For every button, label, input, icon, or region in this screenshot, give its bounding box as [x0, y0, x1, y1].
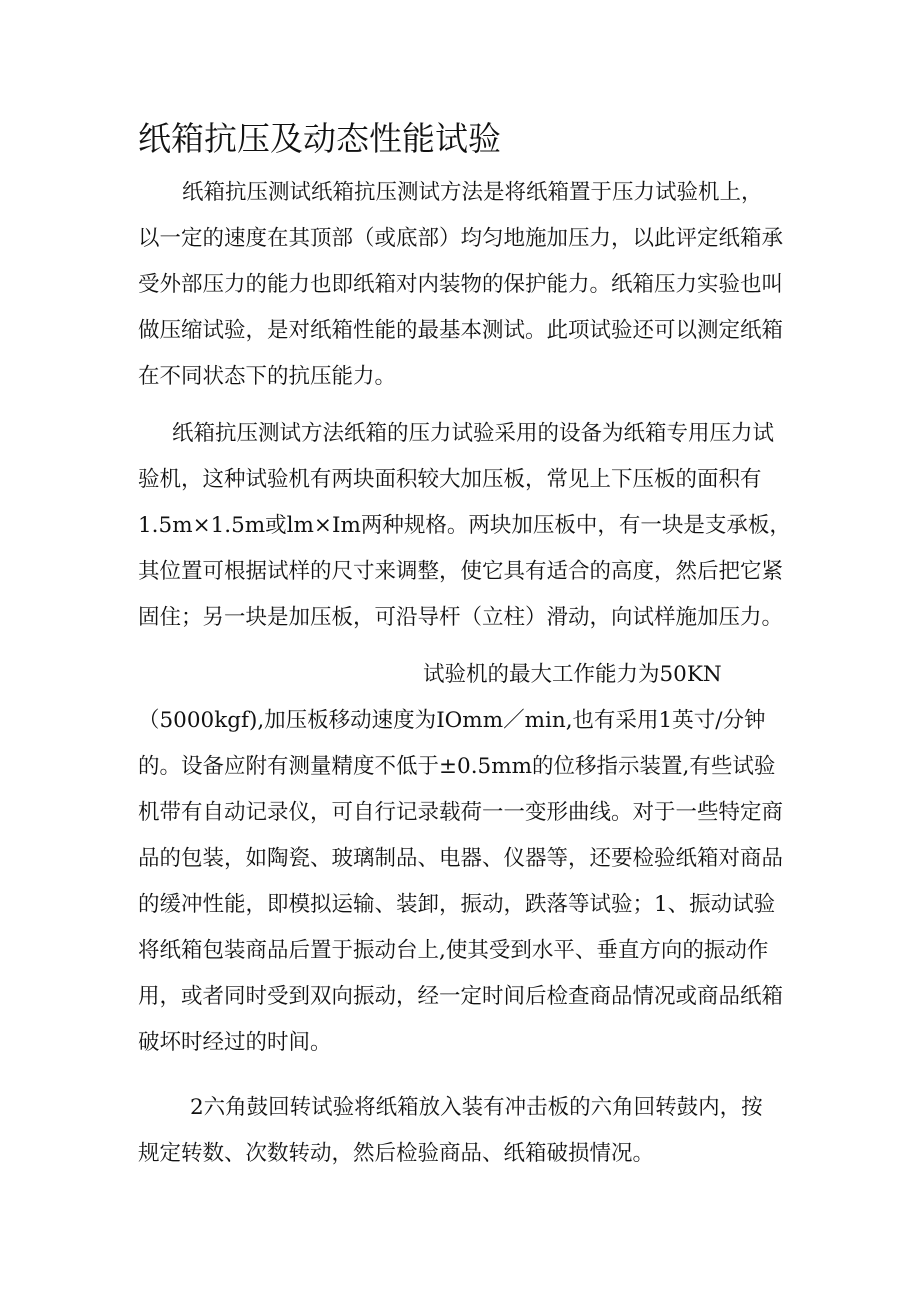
paragraph-line: 做压缩试验，是对纸箱性能的最基本测试。此项试验还可以测定纸箱: [138, 318, 784, 343]
paragraph-line: 试验机的最大工作能力为50KN: [423, 662, 722, 687]
paragraph-line: 在不同状态下的抗压能力。: [138, 364, 397, 389]
paragraph-line: 纸箱抗压测试方法纸箱的压力试验采用的设备为纸箱专用压力试: [172, 421, 775, 446]
document-title: 纸箱抗压及动态性能试验: [138, 119, 501, 158]
paragraph-line: 破坏时经过的时间。: [138, 1030, 332, 1055]
paragraph-line: 以一定的速度在其顶部（或底部）均匀地施加压力，以此评定纸箱承: [138, 226, 784, 251]
paragraph-line: 固住；另一块是加压板，可沿导杆（立柱）滑动，向试样施加压力。: [138, 605, 784, 630]
paragraph-line: 受外部压力的能力也即纸箱对内装物的保护能力。纸箱压力实验也叫: [138, 272, 784, 297]
paragraph-line: 1.5m×1.5m或lm×Im两种规格。两块加压板中，有一块是支承板，: [138, 513, 791, 538]
paragraph-carton-compression-intro: [138, 170, 798, 400]
paragraph-line: 机带有自动记录仪，可自行记录载荷一一变形曲线。对于一些特定商: [138, 800, 784, 825]
paragraph-line: 2六角鼓回转试验将纸箱放入装有冲击板的六角回转鼓内，按: [190, 1095, 763, 1120]
paragraph-line: 验机，这种试验机有两块面积较大加压板，常见上下压板的面积有: [138, 467, 762, 492]
paragraph-line: 用，或者同时受到双向振动，经一定时间后检查商品情况或商品纸箱: [138, 984, 784, 1009]
paragraph-hexagonal-drum-test: [138, 1085, 798, 1177]
paragraph-line: 其位置可根据试样的尺寸来调整，使它具有适合的高度，然后把它紧: [138, 559, 784, 584]
paragraph-test-equipment: [138, 411, 798, 641]
paragraph-line: 纸箱抗压测试纸箱抗压测试方法是将纸箱置于压力试验机上，: [182, 180, 763, 205]
paragraph-line: 规定转数、次数转动，然后检验商品、纸箱破损情况。: [138, 1141, 655, 1166]
paragraph-line: 将纸箱包装商品后置于振动台上,使其受到水平、垂直方向的振动作: [138, 938, 769, 963]
paragraph-line: （5000kgf),加压板移动速度为IOmm／min,也有采用1英寸/分钟: [138, 708, 766, 733]
paragraph-line: 的缓冲性能，即模拟运输、装卸，振动，跌落等试验；1、振动试验: [138, 892, 776, 917]
paragraph-machine-capacity: [138, 652, 798, 1066]
paragraph-line: 品的包装，如陶瓷、玻璃制品、电器、仪器等，还要检验纸箱对商品: [138, 846, 784, 871]
paragraph-line: 的。设备应附有测量精度不低于±0.5mm的位移指示装置,有些试验: [138, 754, 776, 779]
